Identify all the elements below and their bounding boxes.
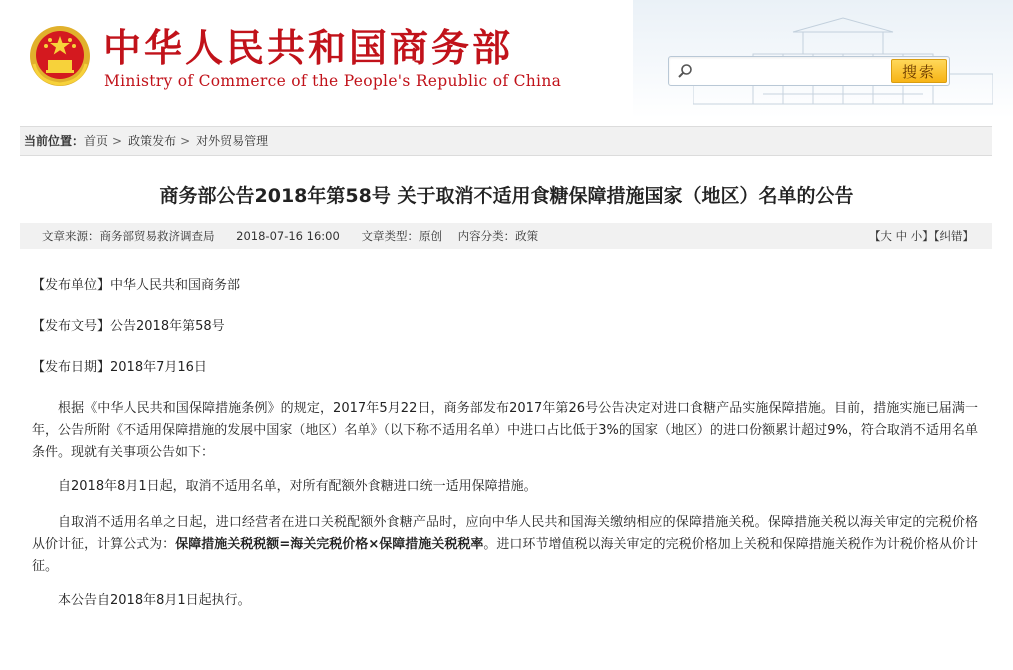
article-date: 2018-07-16 16:00 [236,229,340,243]
article-meta-bar [20,223,992,249]
breadcrumb [20,126,992,156]
font-size-toggle[interactable]: 【大 中 小】 [868,229,934,243]
article-title: 商务部公告2018年第58号 关于取消不适用食糖保障措施国家（地区）名单的公告 [159,185,854,207]
site-title-chinese: 中华人民共和国商务部 [103,25,514,70]
paragraph-2: 自2018年8月1日起，取消不适用名单，对所有配额外食糖进口统一适用保障措施。 [58,479,537,494]
breadcrumb-trade-link[interactable]: 对外贸易管理 [196,134,269,148]
national-emblem-icon [28,24,92,88]
article-type: 文章类型：原创 [361,229,442,243]
breadcrumb-label: 当前位置： [24,134,85,148]
breadcrumb-separator: > [112,134,123,148]
doc-number-line: 【发布文号】公告2018年第58号 [32,319,225,334]
search-icon [677,63,693,79]
publisher-line: 【发布单位】中华人民共和国商务部 [32,278,241,293]
breadcrumb-separator: > [180,134,191,148]
paragraph-4: 本公告自2018年8月1日起执行。 [58,593,251,608]
site-title-english: Ministry of Commerce of the People's Republic of China [104,72,562,90]
breadcrumb-home-link[interactable]: 首页 [84,134,109,148]
paragraph-3-text-c: 。进口环节增值税以海关审定的完税价格加上关税和保障措施关税作为计税价格从价计征。 [32,537,978,574]
correction-link[interactable]: 【纠错】 [933,229,974,243]
paragraph-3-text-a: 自取消不适用名单之日起，进口经营者在进口关税配额外食糖产品时，应向中华人民共和国海关缴纳相应的保障措施关税。保障措施关税以海关审定的完税价格从价计征，计算公式为： [32,515,978,552]
paragraph-3 [32,512,978,578]
search-input[interactable] [699,61,884,81]
article-category: 内容分类：政策 [457,229,539,243]
breadcrumb-policy-link[interactable]: 政策发布 [128,134,177,148]
site-header [0,0,1013,118]
search-box [668,56,950,86]
paragraph-1: 根据《中华人民共和国保障措施条例》的规定，2017年5月22日，商务部发布2017年第26号公告决定对进口食糖产品实施保障措施。目前，措施实施已届满一年，公告所附《不适用保障措施的发展中国家（地区）名单》（以下称不适用名单）中进口占比低于3%的国家（地区）的进口份额累计超过9%，符合取消不适用名单条件。现就有关事项公告如下： [32,401,978,460]
paragraph-3-formula: 保障措施关税税额=海关完税价格×保障措施关税税率 [175,537,484,552]
article-source: 文章来源：商务部贸易救济调查局 [42,229,215,243]
pub-date-line: 【发布日期】2018年7月16日 [32,360,207,375]
search-button[interactable]: 搜索 [891,59,947,83]
